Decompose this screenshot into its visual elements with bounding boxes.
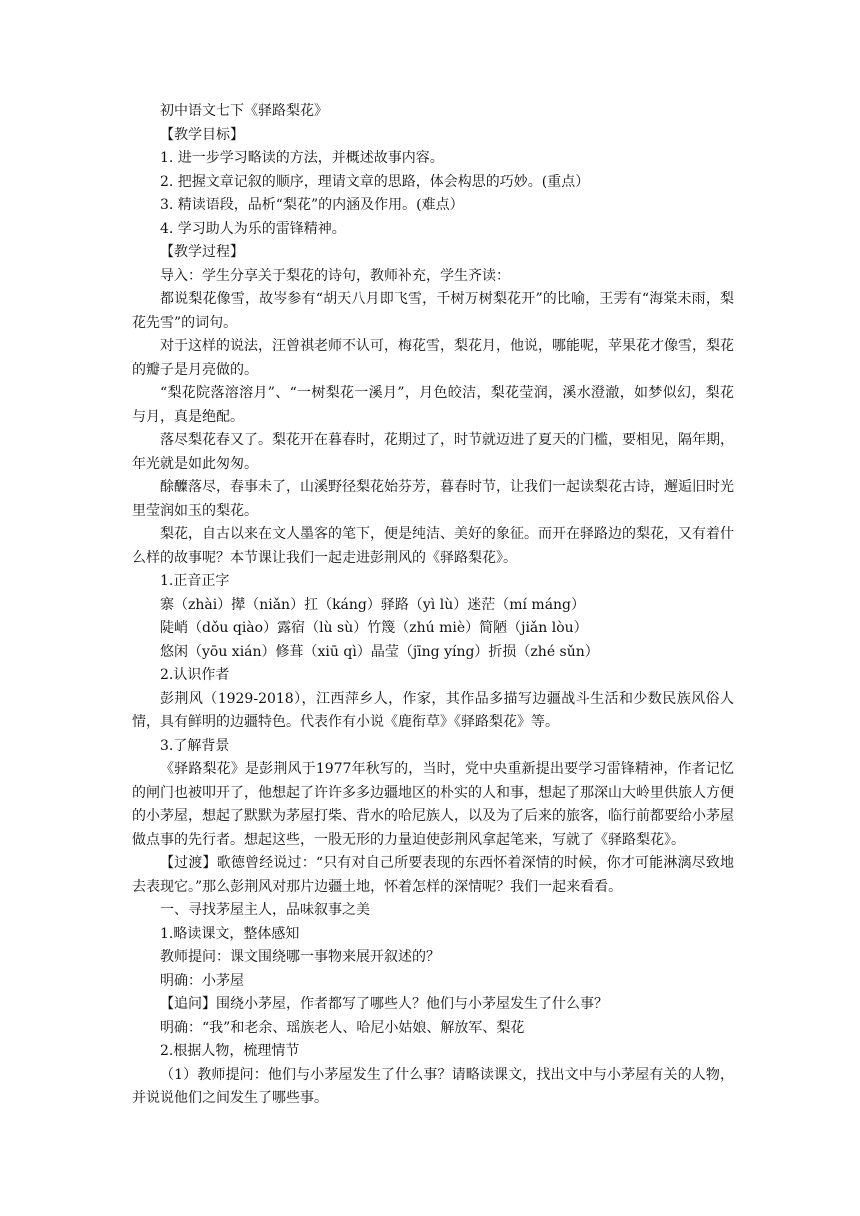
paragraph-27: 明确：小茅屋	[160, 972, 244, 989]
paragraph-2: 【教学目标】	[160, 126, 244, 143]
paragraph-13: 酴醾落尽，春事未了，山溪野径梨花始芬芳，暮春时节，让我们一起读梨花古诗，邂逅旧时光里莹润如玉的梨花。	[132, 479, 734, 519]
paragraph-10: 对于这样的说法，汪曾祺老师不认可，梅花雪，梨花月，他说，哪能呢，苹果花才像雪，梨花的瓣子是月亮做的。	[132, 338, 734, 378]
paragraph-12: 落尽梨花春又了。梨花开在暮春时，花期过了，时节就迈进了夏天的门槛，要相见，隔年期，年光就是如此匆匆。	[132, 432, 734, 472]
paragraph-4: 2. 把握文章记叙的顺序，理请文章的思路，体会构思的巧妙。(重点）	[160, 173, 590, 190]
paragraph-31: （1）教师提问：他们与小茅屋发生了什么事？请略读课文，找出文中与小茅屋有关的人物，并说说他们之间发生了哪些事。	[132, 1066, 734, 1106]
paragraph-15: 1.正音正字	[160, 573, 230, 589]
paragraph-29: 明确：“我”和老余、瑶族老人、哈尼小姑娘、解放军、梨花	[160, 1019, 525, 1036]
paragraph-7: 【教学过程】	[160, 244, 244, 260]
paragraph-22: 《驿路梨花》是彭荆风于1977年秋写的，当时，党中央重新提出要学习雷锋精神，作者记忆的闸门也被叩开了，他想起了许许多多边疆地区的朴实的人和事，想起了那深山大岭里供旅人方便的小茅屋，想起了默默为茅屋打柴、背水的哈尼族人，以及为了后来的旅客，临行前都要给小茅屋做点事的先行者。想起这些，一股无形的力量迫使彭荆风拿起笔来，写就了《驿路梨花》。	[132, 761, 734, 848]
paragraph-24: 一、寻找茅屋主人，品味叙事之美	[160, 902, 370, 918]
paragraph-19: 2.认识作者	[160, 667, 230, 683]
paragraph-1: 初中语文七下《驿路梨花》	[160, 103, 328, 119]
paragraph-30: 2.根据人物，梳理情节	[160, 1043, 300, 1059]
paragraph-6: 4. 学习助人为乐的雷锋精神。	[160, 220, 346, 237]
paragraph-26: 教师提问：课文围绕哪一事物来展开叙述的？	[160, 949, 440, 965]
paragraph-20: 彭荆风（1929-2018），江西萍乡人，作家，其作品多描写边疆战斗生活和少数民族风俗人情，具有鲜明的边疆特色。代表作有小说《鹿衔草》《驿路梨花》等。	[132, 690, 734, 730]
paragraph-9: 都说梨花像雪，故岑参有“胡天八月即飞雪，千树万树梨花开”的比喻，王雱有“海棠未雨，梨花先雪”的词句。	[132, 291, 734, 331]
paragraph-11: “梨花院落溶溶月”、“一树梨花一溪月”，月色皎洁，梨花莹润，溪水澄澈，如梦似幻，梨花与月，真是绝配。	[132, 385, 734, 425]
paragraph-25: 1.略读课文，整体感知	[160, 925, 300, 942]
paragraph-23: 【过渡】歌德曾经说过：“只有对自己所要表现的东西怀着深情的时候，你才可能淋漓尽致地去表现它。”那么彭荆风对那片边疆土地，怀着怎样的深情呢？我们一起来看看。	[132, 855, 734, 895]
paragraph-18: 悠闲（yōu xián）修葺（xiū qì）晶莹（jīng yíng）折损（zhé sǔn）	[160, 643, 599, 660]
paragraph-3: 1. 进一步学习略读的方法，并概述故事内容。	[160, 150, 444, 166]
paragraph-8: 导入：学生分享关于梨花的诗句，教师补充，学生齐读：	[160, 267, 510, 284]
paragraph-21: 3.了解背景	[160, 737, 230, 754]
paragraph-17: 陡峭（dǒu qiào）露宿（lù sù）竹篾（zhú miè）简陋（jiǎn lòu）	[160, 620, 588, 636]
paragraph-14: 梨花，自古以来在文人墨客的笔下，便是纯洁、美好的象征。而开在驿路边的梨花，又有着什么样的故事呢？本节课让我们一起走进彭荆风的《驿路梨花》。	[132, 526, 734, 566]
document-body	[132, 100, 734, 1111]
paragraph-5: 3. 精读语段，品析“梨花”的内涵及作用。(难点）	[160, 197, 464, 213]
paragraph-16: 寨（zhài）撵（niǎn）扛（káng）驿路（yì lù）迷茫（mí máng）	[160, 596, 586, 613]
paragraph-28: 【追问】围绕小茅屋，作者都写了哪些人？他们与小茅屋发生了什么事？	[160, 996, 608, 1012]
